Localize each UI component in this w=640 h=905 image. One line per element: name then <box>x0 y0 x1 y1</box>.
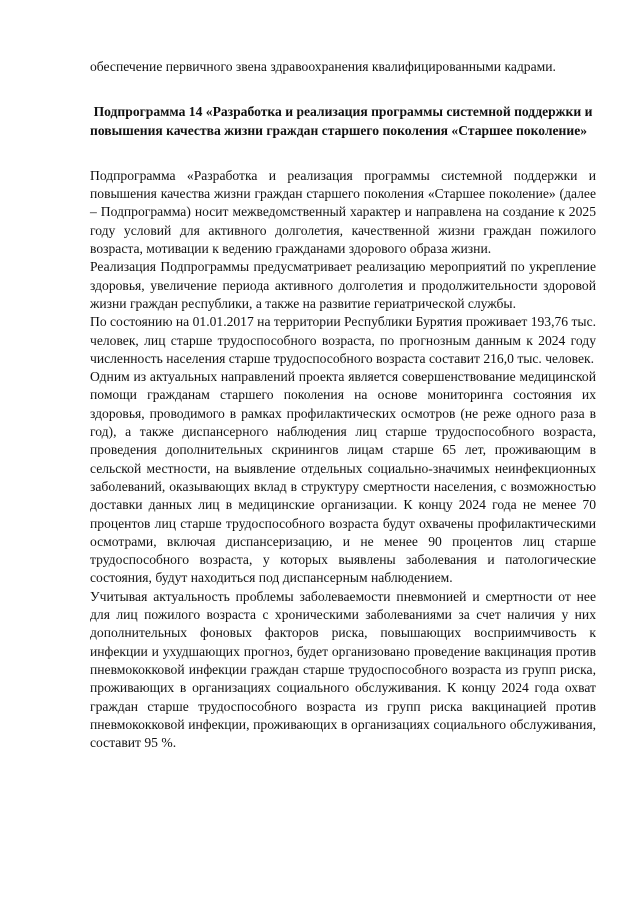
body-paragraph-3: По состоянию на 01.01.2017 на территории Республики Бурятия проживает 193,76 тыс. человек, лиц старше трудоспособного возраста, по прогнозным данным к 2024 году численность населения старше трудоспособного возраста составит 216,0 тыс. человек. <box>90 314 596 366</box>
body-paragraph-4: Одним из актуальных направлений проекта является совершенствование медицинской помощи гражданам старшего поколения на основе мониторинга состояния их здоровья, проводимого в рамках профилактических осмотров (не реже одного раза в год), а также диспансерного наблюдения лиц старше трудоспособного возраста, проведения дополнительных скринингов лицам старше 65 лет, проживающим в сельской местности, на выявление отдельных социально-значимых неинфекционных заболеваний, оказывающих вклад в структуру смертности населения, с возможностью доставки данных лиц в медицинские организации. К концу 2024 года не менее 70 процентов лиц старше трудоспособного возраста будут охвачены профилактическими осмотрами, включая диспансеризацию, и не менее 90 процентов лиц старше трудоспособного возраста, у которых выявлены заболевания и патологические состояния, будут находиться под диспансерным наблюдением. <box>90 369 596 586</box>
intro-paragraph: обеспечение первичного звена здравоохранения квалифицированными кадрами. <box>90 59 556 74</box>
body-paragraph-1: Подпрограмма «Разработка и реализация программы системной поддержки и повышения качества жизни граждан старшего поколения «Старшее поколение» (далее – Подпрограмма) носит межведомственный характер и направлена на создание к 2025 году условий для активного долголетия, качественной жизни граждан пожилого возраста, мотивации к ведению гражданами здорового образа жизни. <box>90 167 596 257</box>
body-paragraph-2: Реализация Подпрограммы предусматривает реализацию мероприятий по укрепление здоровья, увеличение периода активного долголетия и продолжительности здоровой жизни граждан республики, а также на развитие гериатрической службы. <box>90 259 596 311</box>
body-paragraph-5: Учитывая актуальность проблемы заболеваемости пневмонией и смертности от нее для лиц пожилого возраста с хроническими заболеваниями за счет наличия у них дополнительных фоновых факторов риска, повышающих восприимчивость к инфекции и ухудшающих прогноз, будет организовано проведение вакцинация против пневмококковой инфекции граждан старше трудоспособного возраста из групп риска, проживающих в организациях социального обслуживания. К концу 2024 года охват граждан старше трудоспособного возраста из групп риска вакцинацией против пневмококковой инфекции, проживающих в организациях социального обслуживания, составит 95 %. <box>90 588 596 751</box>
document-page <box>90 58 596 752</box>
subprogram-heading: Подпрограмма 14 «Разработка и реализация программы системной поддержки и повышения качества жизни граждан старшего поколения «Старшее поколение» <box>90 104 593 138</box>
